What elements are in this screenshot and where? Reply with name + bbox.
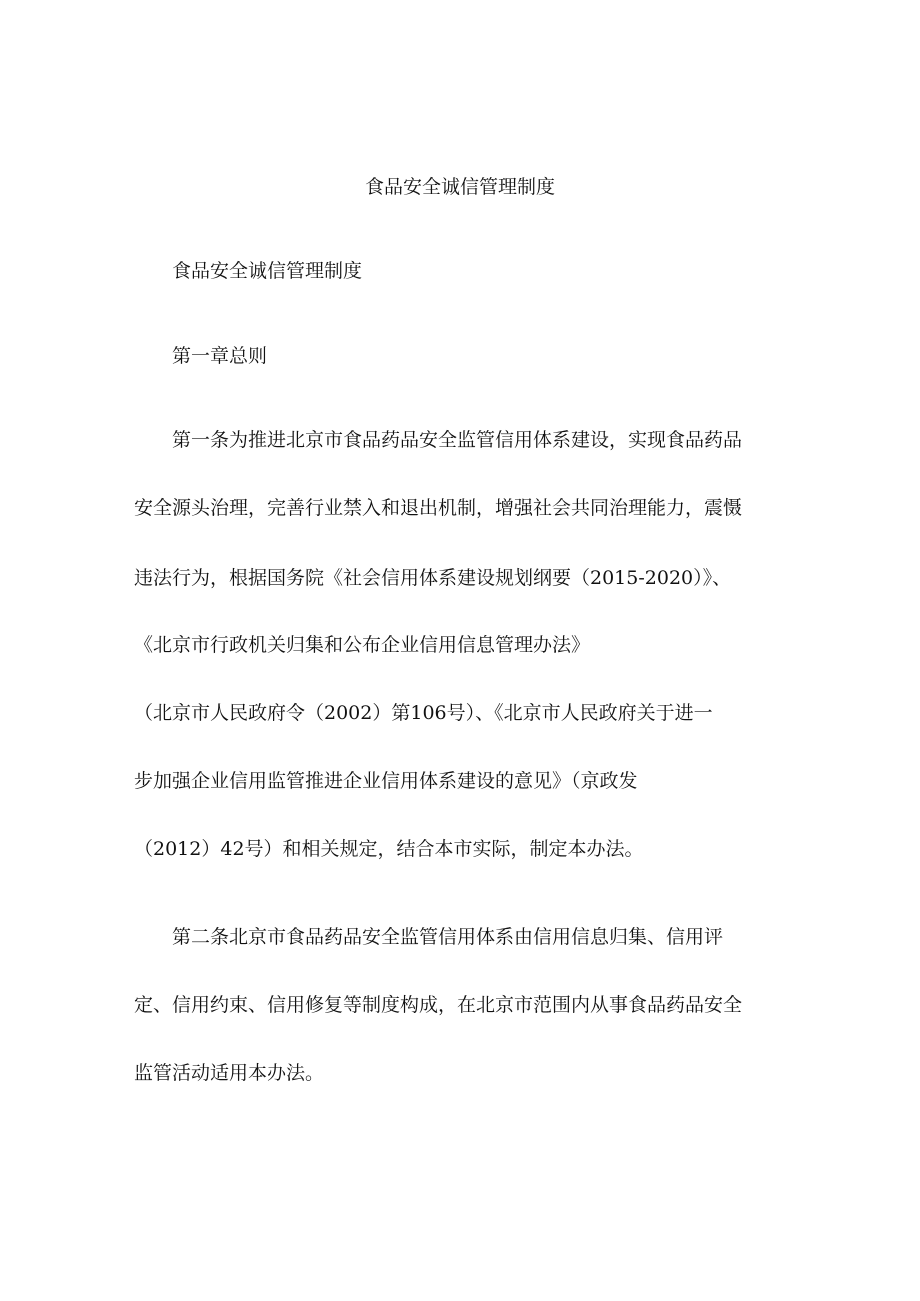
article-2-line: 监管活动适用本办法。 [134, 1062, 325, 1084]
article-2-line: 第二条北京市食品药品安全监管信用体系由信用信息归集、信用评 [172, 926, 724, 948]
article-1-line: 违法行为，根据国务院《社会信用体系建设规划纲要（2015-2020）》、 [134, 567, 732, 589]
chapter-heading: 第一章总则 [172, 345, 268, 367]
article-1-line: 步加强企业信用监管推进企业信用体系建设的意见》（京政发 [134, 770, 638, 792]
document-subtitle: 食品安全诚信管理制度 [172, 260, 363, 282]
article-1-line: 《北京市行政机关归集和公布企业信用信息管理办法》 [134, 634, 591, 656]
document-title: 食品安全诚信管理制度 [364, 176, 555, 198]
article-1-line: 第一条为推进北京市食品药品安全监管信用体系建设，实现食品药品 [172, 429, 743, 451]
article-1-line: （北京市人民政府令（2002）第106号）、《北京市人民政府关于进一 [134, 702, 713, 724]
article-2-line: 定、信用约束、信用修复等制度构成，在北京市范围内从事食品药品安全 [134, 994, 743, 1016]
article-1-line: 安全源头治理，完善行业禁入和退出机制，增强社会共同治理能力，震慑 [134, 497, 743, 519]
article-1-line: （2012）42号）和相关规定，结合本市实际，制定本办法。 [134, 838, 644, 860]
